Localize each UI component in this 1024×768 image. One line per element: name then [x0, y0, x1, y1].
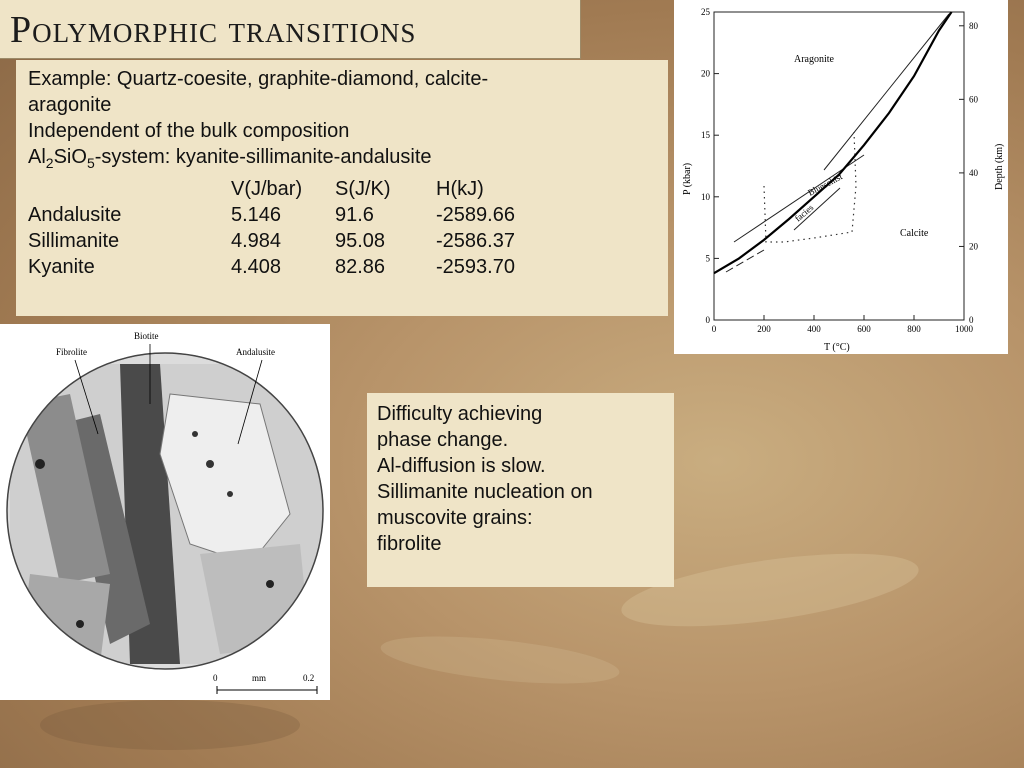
depth-axis-label: Depth (km): [994, 143, 1005, 190]
table-cell: Andalusite: [28, 204, 122, 226]
inclusion: [76, 620, 84, 628]
x-tick-label: 800: [907, 324, 921, 334]
table-cell: Kyanite: [28, 256, 95, 278]
table-cell: 5.146: [231, 204, 282, 226]
depth-tick-label: 60: [969, 94, 978, 105]
table-cell: -2593.70: [436, 256, 515, 278]
table-header-cell: [28, 176, 231, 202]
depth-tick-label: 0: [969, 315, 974, 325]
scale-end-label: 0.2: [303, 673, 315, 683]
depth-tick-label: 40: [969, 167, 978, 178]
difficulty-line: Sillimanite nucleation on: [377, 481, 593, 503]
formula-subscript-2: 2: [45, 155, 54, 171]
y-tick-label: 15: [701, 130, 710, 141]
label-andalusite: Andalusite: [236, 347, 275, 357]
background-texture: [379, 628, 622, 693]
phase-diagram-svg: [674, 0, 1008, 354]
inclusion: [192, 431, 198, 437]
difficulty-line: fibrolite: [377, 533, 442, 555]
x-tick-label: 200: [757, 324, 771, 334]
difficulty-line: muscovite grains:: [377, 507, 533, 529]
region-label-aragonite: Aragonite: [794, 54, 834, 65]
background-texture: [40, 700, 300, 750]
table-header-cell: V(J/bar): [231, 178, 303, 200]
table-header-cell: S(J/K): [335, 178, 391, 200]
depth-tick-label: 20: [969, 241, 978, 252]
al2sio5-system-line: [28, 144, 658, 176]
table-cell: -2589.66: [436, 204, 515, 226]
inclusion: [227, 491, 233, 497]
formula-subscript-5: 5: [86, 155, 95, 171]
plot-frame: [714, 12, 964, 320]
difficulty-line: Difficulty achieving: [377, 403, 543, 425]
slide-title: Polymorphic transitions: [10, 9, 417, 51]
x-axis-ticks: [712, 315, 974, 334]
table-cell: 95.08: [335, 230, 386, 252]
table-row: [28, 228, 556, 254]
x-tick-label: 400: [807, 324, 821, 334]
mineral-properties-table: [28, 176, 556, 280]
y-tick-label: 0: [705, 315, 710, 325]
facies-label-blueschist: Blueschist: [806, 171, 845, 198]
x-axis-label: T (°C): [824, 342, 850, 353]
y-tick-label: 5: [705, 253, 710, 264]
grain: [20, 574, 110, 664]
x-tick-label: 1000: [955, 324, 973, 334]
table-header-cell: H(kJ): [436, 178, 484, 200]
difficulty-line: phase change.: [377, 429, 509, 451]
table-row: [28, 254, 556, 280]
table-header-row: [28, 176, 556, 202]
table-cell: Sillimanite: [28, 230, 120, 252]
y-tick-label: 10: [701, 191, 710, 202]
label-biotite: Biotite: [134, 331, 159, 341]
formula-sio: SiO: [53, 146, 87, 168]
x-tick-label: 600: [857, 324, 871, 334]
y-tick-label: 20: [701, 68, 710, 79]
title-bar: [0, 0, 581, 59]
scale-start-label: 0: [213, 673, 218, 683]
micrograph-figure: [0, 324, 330, 700]
table-row: [28, 202, 556, 228]
facies-label-facies: facies: [792, 202, 816, 224]
region-label-calcite: Calcite: [900, 228, 929, 239]
examples-line: Example: Quartz-coesite, graphite-diamond, calcite-: [28, 68, 489, 90]
inclusion: [35, 459, 45, 469]
y-tick-label: 25: [701, 7, 710, 17]
inclusion: [266, 580, 274, 588]
inclusion: [206, 460, 214, 468]
label-fibrolite: Fibrolite: [56, 347, 87, 357]
table-cell: 4.408: [231, 256, 282, 278]
depth-tick-label: 80: [969, 20, 978, 31]
mineral-grains: [10, 364, 330, 664]
y-axis-label: P (kbar): [682, 162, 693, 195]
y-axis-ticks: [701, 7, 719, 325]
micrograph-svg: [0, 324, 330, 700]
table-cell: -2586.37: [436, 230, 515, 252]
phase-diagram-figure: [674, 0, 1008, 354]
table-cell: 82.86: [335, 256, 386, 278]
difficulty-text-box: [367, 393, 674, 587]
examples-text-box: [16, 60, 668, 316]
formula-al: Al: [28, 146, 46, 168]
system-description: -system: kyanite-sillimanite-andalusite: [94, 146, 432, 168]
difficulty-line: Al-diffusion is slow.: [377, 455, 546, 477]
depth-axis-ticks: [959, 21, 979, 325]
bulk-composition-line: Independent of the bulk composition: [28, 120, 350, 142]
table-cell: 4.984: [231, 230, 282, 252]
examples-line-continued: aragonite: [28, 94, 112, 116]
table-cell: 91.6: [335, 204, 374, 226]
upper-boundary-line: [824, 14, 949, 170]
scale-unit-label: mm: [252, 673, 267, 683]
x-tick-label: 0: [711, 324, 717, 334]
